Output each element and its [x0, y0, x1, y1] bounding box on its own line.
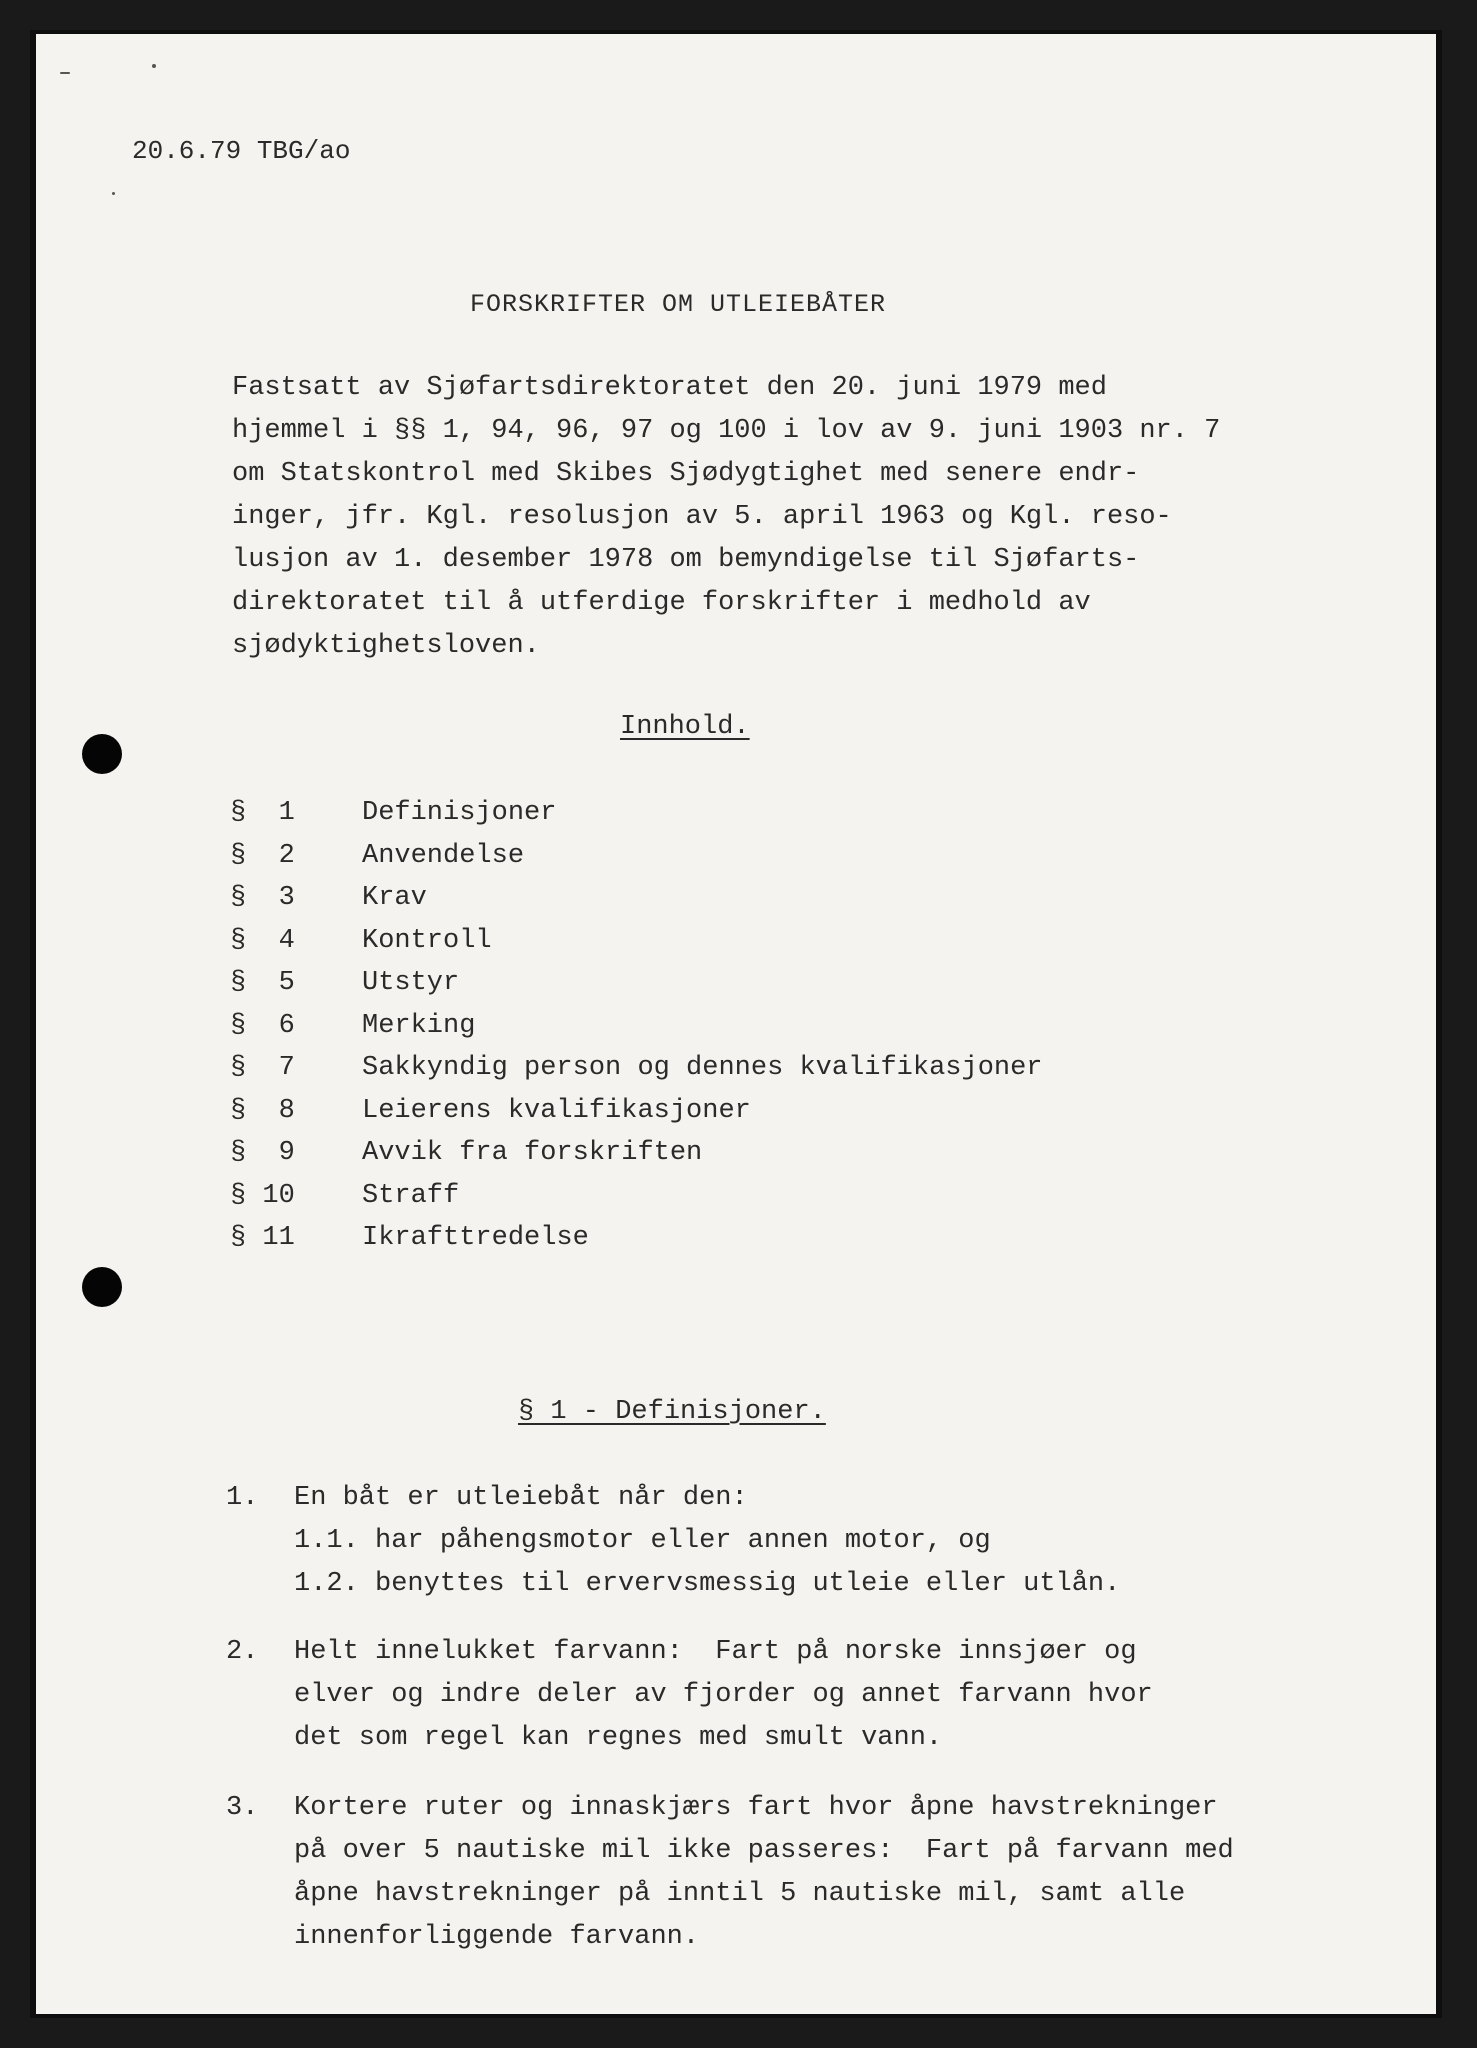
toc-label: Ikrafttredelse	[362, 1223, 589, 1253]
definition-2	[226, 1631, 1326, 1760]
paper-speck	[112, 192, 115, 195]
intro-paragraph	[232, 367, 1312, 668]
paper-speck	[60, 72, 70, 74]
toc-number: § 4	[230, 925, 295, 956]
definition-line: 1.2. benyttes til ervervsmessig utleie eller utlån.	[294, 1569, 1121, 1599]
punch-hole	[82, 734, 122, 774]
toc-number: § 7	[230, 1053, 295, 1083]
definition-3	[226, 1787, 1326, 1959]
toc-number: § 8	[230, 1095, 295, 1126]
definition-line: innenforliggende farvann.	[294, 1922, 700, 1952]
toc-item	[230, 1090, 1043, 1133]
definition-body	[294, 1787, 1326, 1959]
toc-number: § 5	[230, 968, 295, 998]
definition-number: 3.	[226, 1793, 259, 1823]
toc-item	[230, 1175, 1043, 1218]
toc-label: Definisjoner	[362, 798, 557, 828]
definition-line: det som regel kan regnes med smult vann.	[294, 1723, 943, 1753]
toc-label: Sakkyndig person og dennes kvalifikasjoner	[362, 1053, 1043, 1083]
toc-label: Utstyr	[362, 968, 460, 998]
definition-line: En båt er utleiebåt når den:	[294, 1483, 748, 1513]
punch-hole	[82, 1267, 122, 1307]
toc-item	[230, 792, 1043, 835]
toc-item	[230, 835, 1043, 878]
toc-item	[230, 1005, 1043, 1048]
section-heading: § 1 - Definisjoner.	[518, 1397, 826, 1427]
toc-item	[230, 962, 1043, 1005]
toc-label: Leierens kvalifikasjoner	[362, 1095, 751, 1126]
toc-number: § 10	[230, 1180, 295, 1211]
toc-label: Krav	[362, 883, 427, 913]
toc-item	[230, 877, 1043, 920]
intro-line: Fastsatt av Sjøfartsdirektoratet den 20. juni 1979 med	[232, 373, 1107, 403]
document-page	[36, 34, 1436, 2014]
toc-label: Anvendelse	[362, 840, 525, 871]
definition-line: på over 5 nautiske mil ikke passeres: Fart på farvann med	[294, 1836, 1234, 1866]
toc-label: Merking	[362, 1010, 476, 1041]
paper-speck	[152, 64, 156, 68]
definition-number: 2.	[226, 1637, 259, 1667]
toc-item	[230, 1217, 1043, 1260]
toc-label: Straff	[362, 1180, 460, 1211]
definition-line: Kortere ruter og innaskjærs fart hvor åpne havstrekninger	[294, 1793, 1218, 1823]
toc-number: § 11	[230, 1223, 295, 1253]
definition-1	[226, 1477, 1326, 1606]
definition-line: elver og indre deler av fjorder og annet farvann hvor	[294, 1680, 1153, 1710]
definition-body	[294, 1631, 1326, 1760]
definition-line: åpne havstrekninger på inntil 5 nautiske mil, samt alle	[294, 1879, 1186, 1909]
toc-number: § 1	[230, 798, 295, 828]
toc-item	[230, 1047, 1043, 1090]
definition-number: 1.	[226, 1483, 259, 1513]
toc-number: § 6	[230, 1010, 295, 1041]
toc-number: § 9	[230, 1138, 295, 1168]
table-of-contents	[230, 792, 1043, 1260]
definition-body	[294, 1477, 1326, 1606]
intro-line: inger, jfr. Kgl. resolusjon av 5. april 1963 og Kgl. reso-	[232, 502, 1172, 532]
intro-line: om Statskontrol med Skibes Sjødygtighet med senere endr-	[232, 459, 1140, 489]
toc-number: § 2	[230, 840, 295, 871]
definition-row	[226, 1631, 1326, 1760]
intro-line: sjødyktighetsloven.	[232, 631, 540, 661]
toc-item	[230, 1132, 1043, 1175]
toc-label: Kontroll	[362, 925, 492, 956]
intro-line: hjemmel i §§ 1, 94, 96, 97 og 100 i lov av 9. juni 1903 nr. 7	[232, 416, 1221, 446]
definition-line: Helt innelukket farvann: Fart på norske innsjøer og	[294, 1637, 1137, 1667]
definition-row	[226, 1787, 1326, 1959]
document-title: FORSKRIFTER OM UTLEIEBÅTER	[470, 290, 887, 319]
toc-item	[230, 920, 1043, 963]
document-reference: 20.6.79 TBG/ao	[132, 136, 351, 166]
definition-line: 1.1. har påhengsmotor eller annen motor, og	[294, 1526, 991, 1556]
toc-label: Avvik fra forskriften	[362, 1138, 703, 1168]
intro-line: lusjon av 1. desember 1978 om bemyndigelse til Sjøfarts-	[232, 545, 1140, 575]
toc-heading: Innhold.	[620, 712, 750, 742]
intro-line: direktoratet til å utferdige forskrifter i medhold av	[232, 588, 1091, 618]
toc-number: § 3	[230, 883, 295, 913]
definition-row	[226, 1477, 1326, 1606]
